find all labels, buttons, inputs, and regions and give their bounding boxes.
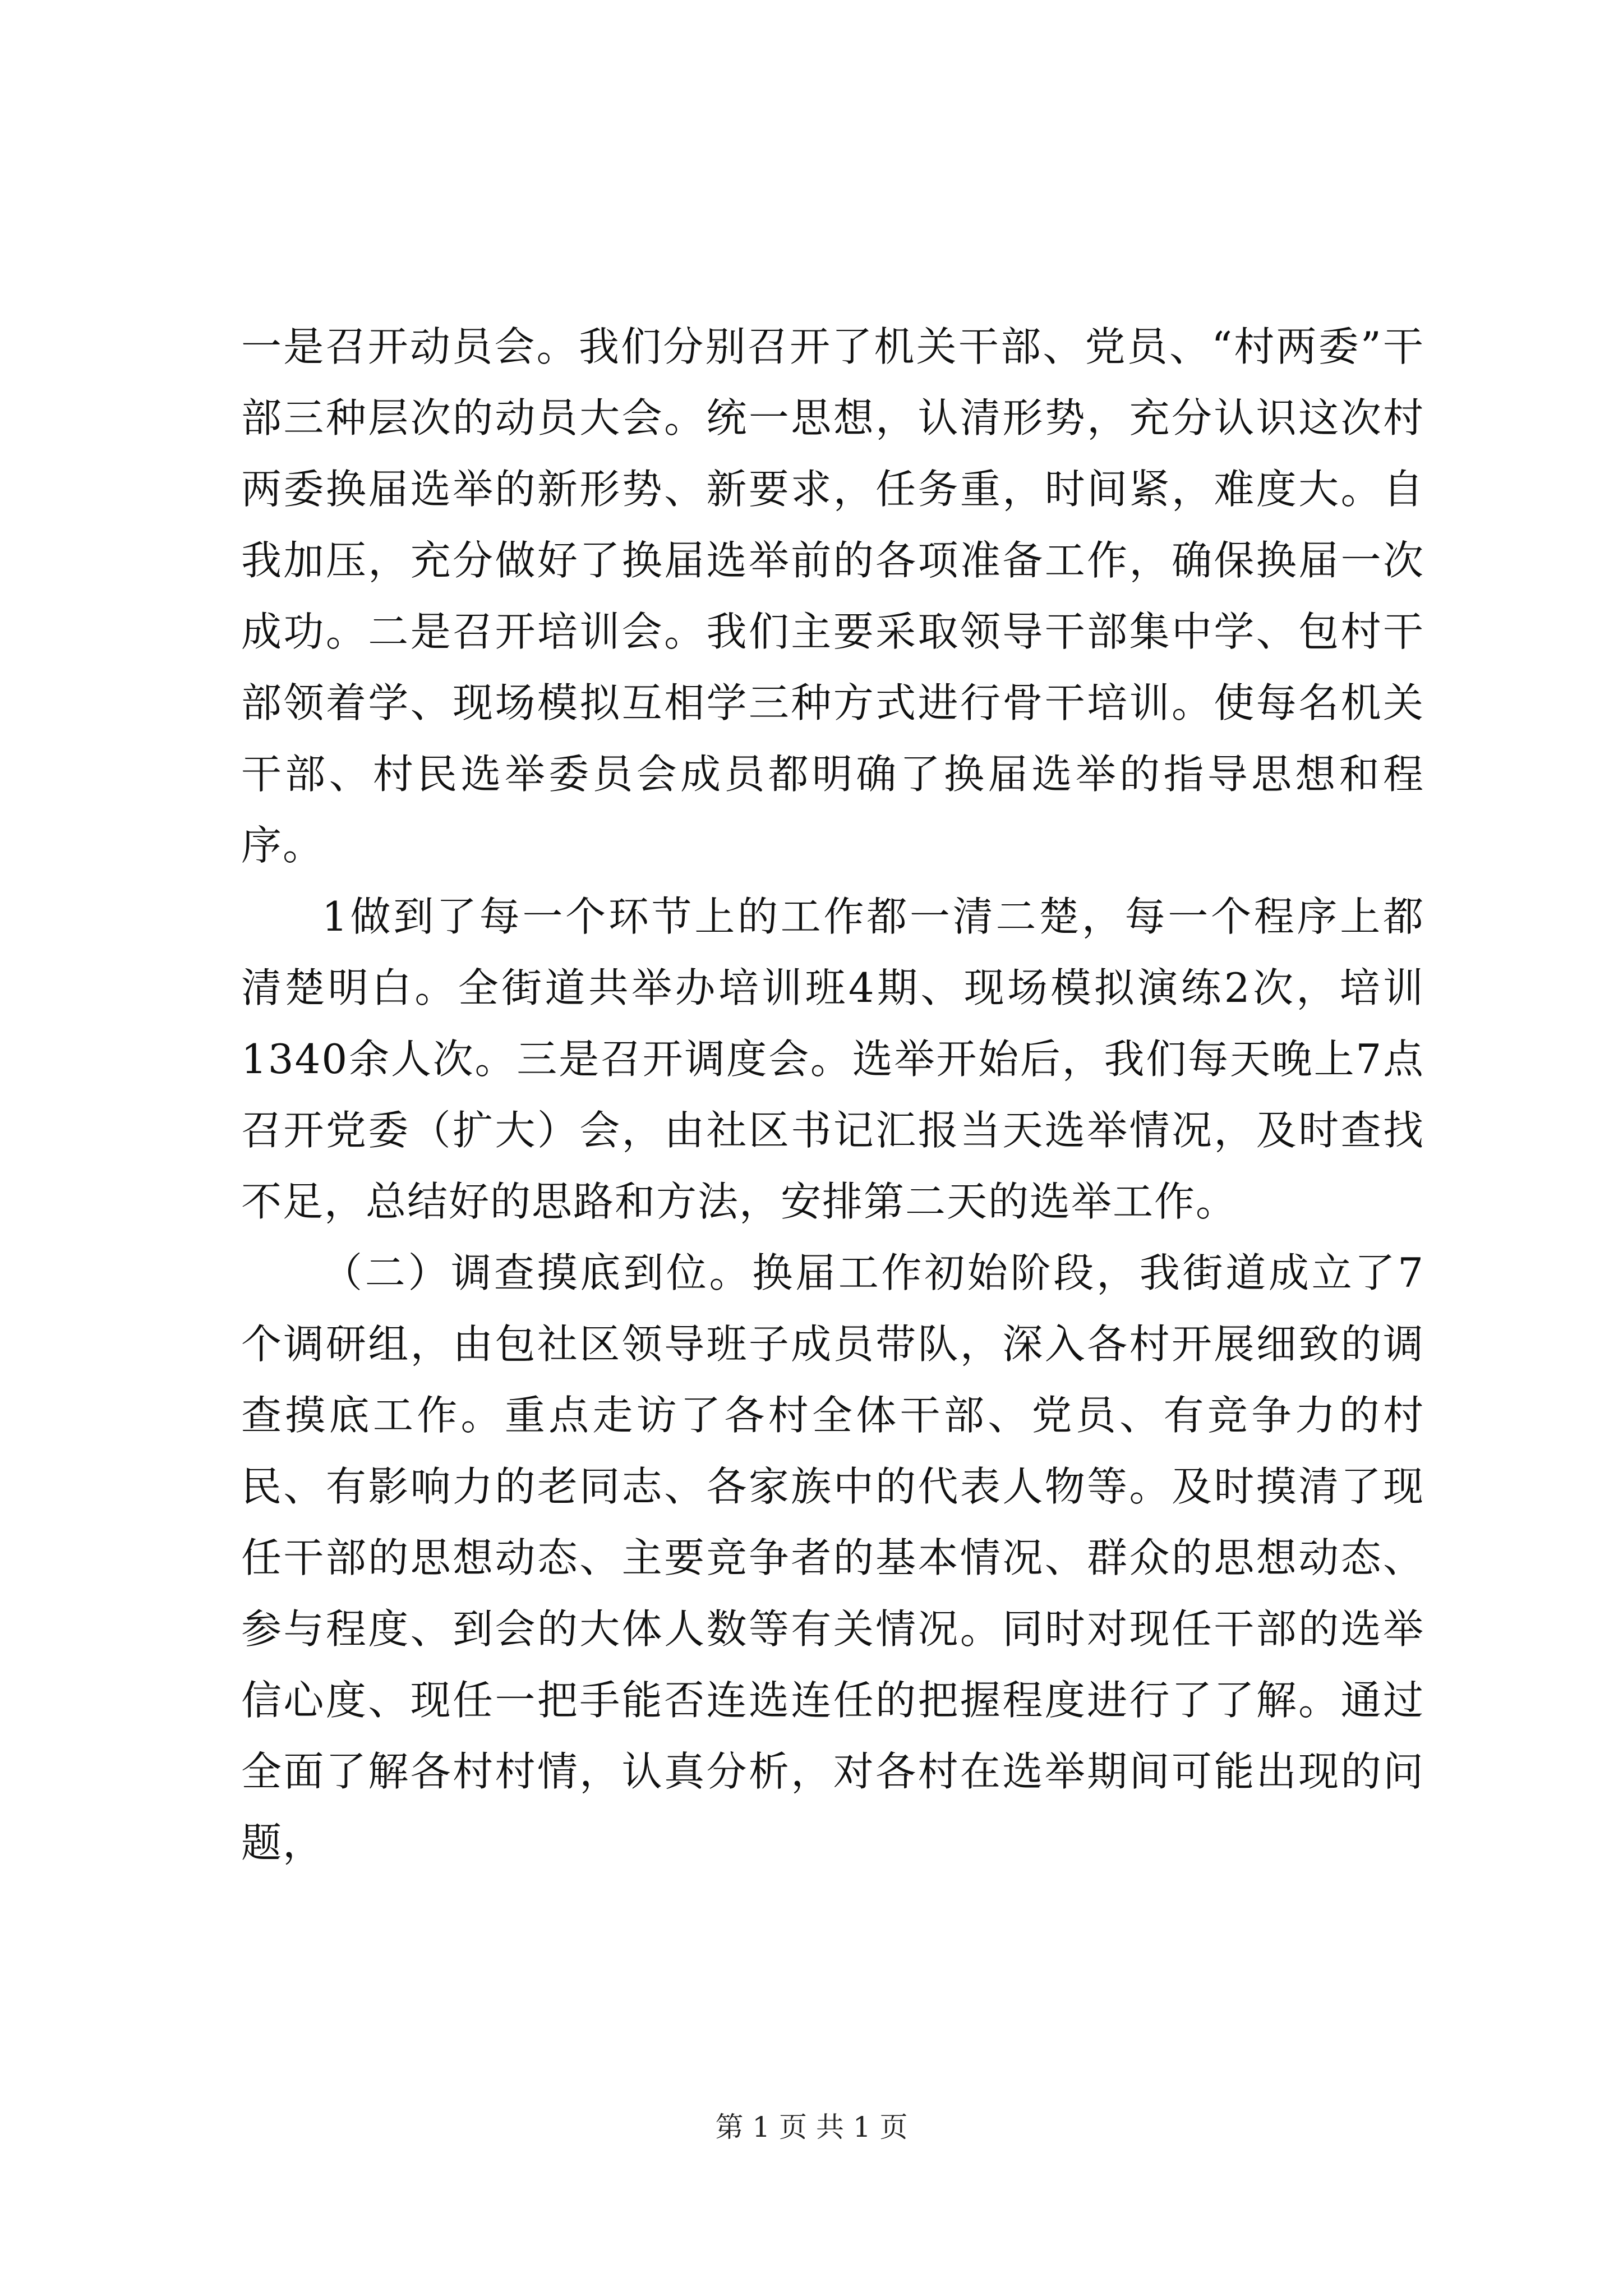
document-body [241, 311, 1424, 1879]
page-footer: 第 1 页 共 1 页 [715, 2111, 908, 2143]
paragraph-1: 一是召开动员会。我们分别召开了机关干部、党员、“村两委”干部三种层次的动员大会。统一思想，认清形势，充分认识这次村两委换届选举的新形势、新要求，任务重，时间紧，难度大。自我加压，充分做好了换届选举前的各项准备工作，确保换届一次成功。二是召开培训会。我们主要采取领导干部集中学、包村干部领着学、现场模拟互相学三种方式进行骨干培训。使每名机关干部、村民选举委员会成员都明确了换届选举的指导思想和程序。 [241, 323, 1424, 869]
paragraph-3: （二）调查摸底到位。换届工作初始阶段，我街道成立了7个调研组，由包社区领导班子成员带队，深入各村开展细致的调查摸底工作。重点走访了各村全体干部、党员、有竞争力的村民、有影响力的老同志、各家族中的代表人物等。及时摸清了现任干部的思想动态、主要竞争者的基本情况、群众的思想动态、参与程度、到会的大体人数等有关情况。同时对现任干部的选举信心度、现任一把手能否连选连任的把握程度进行了了解。通过全面了解各村村情，认真分析，对各村在选举期间可能出现的问题， [241, 1249, 1424, 1866]
paragraph-2: 1做到了每一个环节上的工作都一清二楚，每一个程序上都清楚明白。全街道共举办培训班4期、现场模拟演练2次，培训1340余人次。三是召开调度会。选举开始后，我们每天晚上7点召开党委（扩大）会，由社区书记汇报当天选举情况，及时查找不足，总结好的思路和方法，安排第二天的选举工作。 [241, 893, 1424, 1225]
